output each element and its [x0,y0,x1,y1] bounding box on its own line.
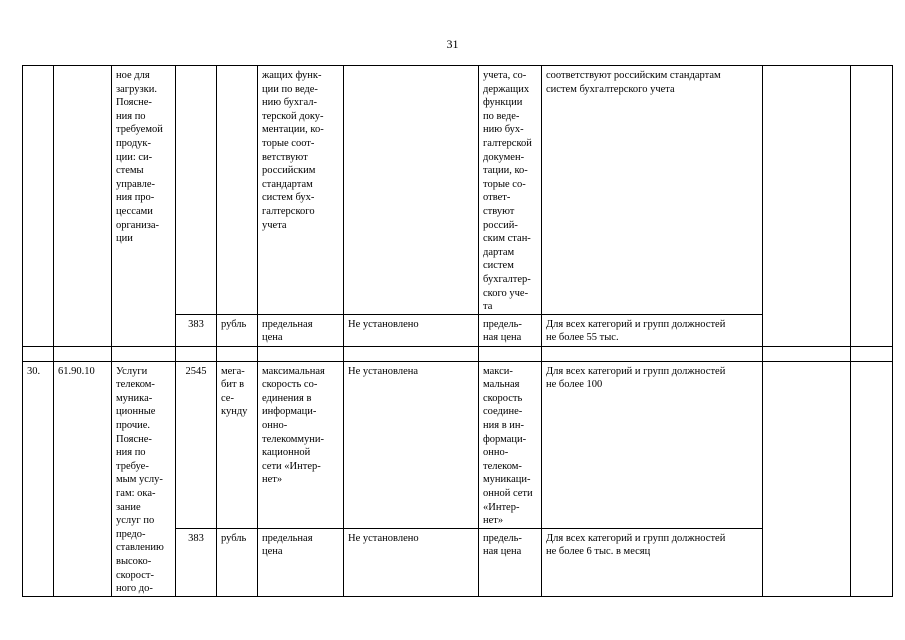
cell-text-line: мега- [221,365,245,377]
cell-text-line: ная цена [483,546,522,558]
cell-text-line: стемы [116,165,144,177]
cell-text-line: скорость со- [262,379,318,391]
cell-text-line: Не установлена [348,365,419,377]
cell-text-line: стандартам [262,178,313,190]
extra-cell [851,66,893,347]
cell-text-line: высоко- [116,556,152,567]
cell-text-line: информаци- [262,406,317,418]
value-cell [542,314,763,346]
cell-text-line: российским [262,165,316,177]
cell-text-line: торые со- [483,178,526,190]
cell-text-line: соедине- [483,406,523,418]
cell-text-line: «Интер- [483,501,520,513]
table-row [23,66,893,315]
cell-text-line: ционные [116,406,156,418]
cell-text-line: докумен- [483,151,525,163]
characteristic-value-cell [479,314,542,346]
cell-text-line: ским стан- [483,233,531,245]
cell-text-line: Поясне- [116,97,152,109]
cell-text-line: кационной [262,447,311,459]
cell-text-line: гам: ока- [116,488,156,500]
characteristic-cell [258,314,344,346]
cell-text-line: Не установлено [348,318,419,330]
cell-text-line: телеком- [483,460,522,472]
name-cell [112,66,176,347]
cell-text-line: терской доку- [262,110,324,122]
cell-text-line: галтерского [262,205,315,217]
cell-text-line: нет» [262,474,283,486]
cell-text-line: держащих [483,83,530,95]
cell-text-line: галтерской [483,137,532,149]
cell-text-line: зание [116,501,141,513]
cell-text-line: загрузки. [116,83,157,95]
unit-cell [217,66,258,315]
status-cell [344,528,479,596]
cell-text-line: онной сети [483,488,533,500]
cell-text-line: ветствуют [262,151,308,163]
cell-text-line: услуг по [116,515,155,527]
cell-text-line: систем бух- [262,192,315,204]
cell-text-line: жащих функ- [262,70,322,81]
characteristic-value-cell [479,66,542,315]
cell-text-line: систем бухгалтерского учета [546,83,675,95]
cell-text-line: предельная [262,532,313,544]
cell-text-line: ния в ин- [483,420,525,432]
cell-text-line: ции по веде- [262,83,318,95]
cell-text-line: нию бухгал- [262,97,317,109]
okpd-cell: 61.90.10 [54,361,112,596]
cell-text-line: учета, со- [483,70,527,81]
cell-text-line: мальная [483,379,520,391]
value-cell [542,361,763,528]
num-cell: 30. [23,361,54,596]
cell-text-line: ния по [116,110,146,122]
cell-text-line: ставлению [116,542,164,554]
requirements-table [22,65,893,597]
cell-text-line: муникаци- [483,474,531,486]
cell-text-line: макси- [483,365,513,377]
cell-text-line: ния по [116,447,146,459]
extra-cell [851,361,893,596]
table-row [23,361,893,528]
cell-text-line: не более 55 тыс. [546,332,619,344]
unit-cell [217,361,258,528]
cell-text-line: ментации, ко- [262,124,324,136]
cell-text-line: Услуги [116,365,148,377]
cell-text-line: скорость [483,392,523,404]
okpd-cell [54,66,112,347]
cell-text-line: цена [262,546,283,558]
cell-text-line: учета [262,219,287,231]
cell-text-line: по веде- [483,110,520,122]
cell-text-line: прочие. [116,420,151,432]
status-cell [344,314,479,346]
characteristic-value-cell [479,528,542,596]
cell-text-line: муника- [116,392,153,404]
characteristic-value-cell [479,361,542,528]
cell-text-line: Для всех категорий и групп должностей [546,532,726,544]
cell-text-line: скорост- [116,569,154,581]
cell-text-line: телеком- [116,379,155,391]
cell-text-line: максимальная [262,365,325,377]
code-cell: 383 [176,528,217,596]
cell-text-line: ответ- [483,192,511,204]
cell-text-line: ции: си- [116,151,153,163]
cell-text-line: ное для [116,70,150,81]
cell-text-line: онно- [262,420,288,432]
value-cell [542,528,763,596]
cell-text-line: бухгалтер- [483,273,531,285]
characteristic-cell [258,66,344,315]
cell-text-line: россий- [483,219,518,231]
cell-text-line: тации, ко- [483,165,528,177]
cell-text-line: требуемой [116,124,163,136]
cell-text-line: Не установлено [348,532,419,544]
cell-text-line: кунду [221,406,248,418]
cell-text-line: дартам [483,246,515,258]
cell-text-line: се- [221,392,234,404]
cell-text-line: ции [116,233,133,245]
characteristic-cell [258,528,344,596]
cell-text-line: цессами [116,205,153,217]
unit-cell [217,314,258,346]
cell-text-line: требуе- [116,460,149,472]
unit-cell [217,528,258,596]
cell-text-line: мым услу- [116,474,163,486]
cell-text-line: организа- [116,219,160,231]
cell-text-line: цена [262,332,283,344]
cell-text-line: предельная [262,318,313,330]
cell-text-line: Поясне- [116,433,152,445]
cell-text-line: ского уче- [483,287,529,299]
cell-text-line: систем [483,260,514,272]
cell-text-line: бит в [221,379,245,391]
cell-text-line: ствуют [483,205,515,217]
table-spacer-row [23,346,893,361]
extra-cell [763,361,851,596]
cell-text-line: не более 6 тыс. в месяц [546,546,651,558]
code-cell: 383 [176,314,217,346]
cell-text-line: формаци- [483,433,527,445]
extra-cell [763,66,851,347]
characteristic-cell [258,361,344,528]
value-cell [542,66,763,315]
cell-text-line: продук- [116,137,152,149]
cell-text-line: нет» [483,515,504,527]
cell-text-line: рубль [221,532,247,544]
name-cell [112,361,176,596]
cell-text-line: функции [483,97,523,109]
cell-text-line: предель- [483,532,522,544]
cell-text-line: нию бух- [483,124,524,136]
cell-text-line: рубль [221,318,247,330]
page-number: 31 [446,37,459,51]
cell-text-line: не более 100 [546,379,603,391]
cell-text-line: соответствуют российским стандартам [546,70,721,81]
cell-text-line: онно- [483,447,509,459]
num-cell [23,66,54,347]
cell-text-line: предо- [116,528,146,540]
code-cell [176,66,217,315]
cell-text-line: Для всех категорий и групп должностей [546,318,726,330]
cell-text-line: сети «Интер- [262,460,321,472]
cell-text-line: та [483,301,493,313]
status-cell [344,66,479,315]
cell-text-line: ного до- [116,583,153,595]
cell-text-line: торые соот- [262,137,315,149]
cell-text-line: телекоммуни- [262,433,325,445]
cell-text-line: Для всех категорий и групп должностей [546,365,726,377]
cell-text-line: ния про- [116,192,155,204]
code-cell: 2545 [176,361,217,528]
cell-text-line: управле- [116,178,155,190]
status-cell [344,361,479,528]
cell-text-line: единения в [262,392,312,404]
cell-text-line: предель- [483,318,522,330]
cell-text-line: ная цена [483,332,522,344]
